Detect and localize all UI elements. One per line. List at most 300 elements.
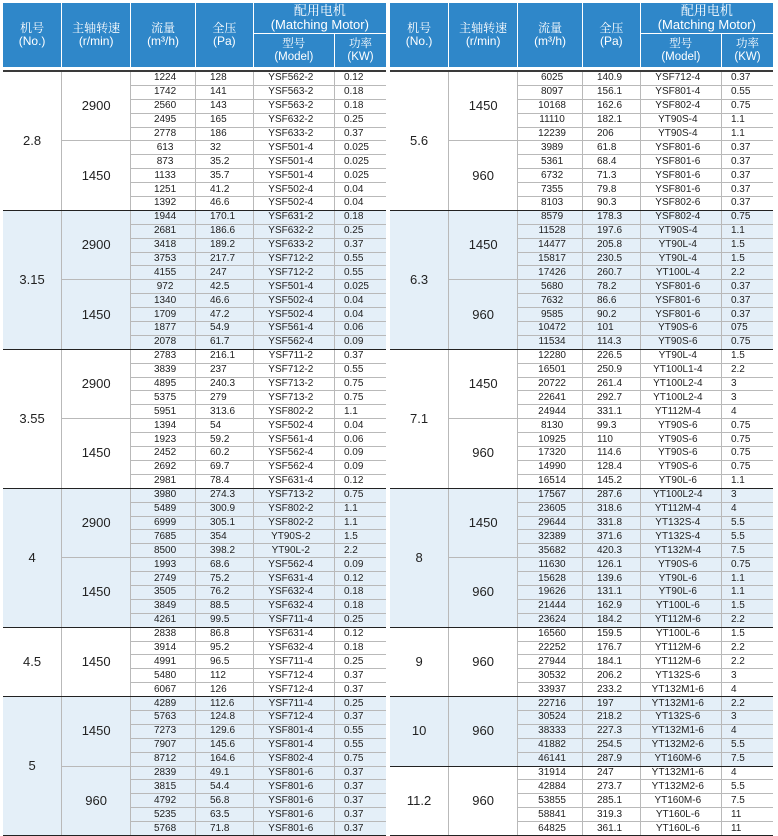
motor-power-cell: 0.09 [334,460,386,474]
motor-model-cell: YT90S-6 [640,447,721,461]
flow-cell: 23605 [518,502,583,516]
col-header-flow: 流量 (m³/h) [518,3,583,67]
flow-cell: 4261 [131,613,196,627]
motor-power-cell: 0.75 [721,558,773,572]
pressure-cell: 162.6 [583,99,641,113]
flow-cell: 3815 [131,780,196,794]
motor-power-cell: 0.75 [334,377,386,391]
motor-model-cell: YSF562-4 [253,558,334,572]
pressure-cell: 287.9 [583,752,641,766]
pressure-cell: 78.4 [196,474,254,488]
flow-cell: 2681 [131,224,196,238]
motor-model-cell: YT90S-6 [640,460,721,474]
fan-number-cell: 6.3 [390,210,449,349]
col-header-pressure: 全压 (Pa) [583,3,641,67]
pressure-cell: 78.2 [583,280,641,294]
motor-model-cell: YT132M1-6 [640,683,721,697]
motor-power-cell: 1.1 [721,585,773,599]
motor-power-cell: 0.12 [334,627,386,641]
pressure-cell: 124.8 [196,710,254,724]
rpm-cell: 2900 [62,488,131,557]
pressure-cell: 162.9 [583,599,641,613]
pressure-cell: 240.3 [196,377,254,391]
motor-model-cell: YSF801-6 [253,794,334,808]
flow-cell: 7273 [131,724,196,738]
motor-model-cell: YSF562-4 [253,335,334,349]
motor-power-cell: 0.04 [334,183,386,197]
motor-power-cell: 4 [721,502,773,516]
pressure-cell: 305.1 [196,516,254,530]
fan-spec-table-left [3,3,386,836]
flow-cell: 972 [131,280,196,294]
flow-cell: 16560 [518,627,583,641]
col-header-motor: 配用电机 (Matching Motor) [253,3,386,34]
rpm-cell: 960 [449,141,518,210]
motor-model-cell: YT90L-6 [640,572,721,586]
motor-power-cell: 1.1 [721,127,773,141]
pressure-cell: 99.3 [583,419,641,433]
flow-cell: 3505 [131,585,196,599]
motor-model-cell: YSF801-4 [640,85,721,99]
motor-power-cell: 0.37 [721,72,773,85]
flow-cell: 15628 [518,572,583,586]
flow-cell: 1251 [131,183,196,197]
motor-power-cell: 0.55 [721,85,773,99]
motor-model-cell: YT112M-4 [640,502,721,516]
flow-cell: 58841 [518,808,583,822]
flow-cell: 22252 [518,641,583,655]
motor-power-cell: 11 [721,822,773,836]
pressure-cell: 313.6 [196,405,254,419]
pressure-cell: 178.3 [583,210,641,224]
motor-model-cell: YSF802-2 [253,516,334,530]
rpm-cell: 960 [62,766,131,835]
flow-cell: 42884 [518,780,583,794]
motor-model-cell: YT132M-4 [640,544,721,558]
motor-model-cell: YSF801-6 [253,766,334,780]
flow-cell: 12239 [518,127,583,141]
motor-power-cell: 0.18 [334,599,386,613]
flow-cell: 5951 [131,405,196,419]
flow-cell: 23624 [518,613,583,627]
motor-power-cell: 0.37 [721,183,773,197]
motor-power-cell: 0.75 [721,99,773,113]
pressure-cell: 140.9 [583,72,641,85]
motor-model-cell: YSF562-4 [253,447,334,461]
motor-power-cell: 0.37 [334,683,386,697]
col-header-flow: 流量 (m³/h) [131,3,196,67]
flow-cell: 22641 [518,391,583,405]
flow-cell: 11534 [518,335,583,349]
pressure-cell: 164.6 [196,752,254,766]
fan-number-cell: 10 [390,697,449,766]
flow-cell: 7685 [131,530,196,544]
pressure-cell: 156.1 [583,85,641,99]
motor-model-cell: YT160L-6 [640,808,721,822]
flow-cell: 3753 [131,252,196,266]
pressure-cell: 69.7 [196,460,254,474]
motor-power-cell: 0.37 [334,710,386,724]
pressure-cell: 131.1 [583,585,641,599]
motor-model-cell: YT90S-2 [253,530,334,544]
flow-cell: 32389 [518,530,583,544]
flow-cell: 7632 [518,294,583,308]
flow-cell: 3839 [131,363,196,377]
motor-power-cell: 0.04 [334,294,386,308]
motor-power-cell: 0.25 [334,697,386,711]
rpm-cell: 960 [449,280,518,349]
fan-number-cell: 3.15 [3,210,62,349]
rpm-cell: 1450 [62,280,131,349]
rpm-cell: 960 [449,558,518,627]
pressure-cell: 54 [196,419,254,433]
flow-cell: 8097 [518,85,583,99]
pressure-cell: 273.7 [583,780,641,794]
fan-number-cell: 5.6 [390,72,449,210]
table-row [390,210,773,224]
flow-cell: 3989 [518,141,583,155]
pressure-cell: 331.8 [583,516,641,530]
pressure-cell: 247 [196,266,254,280]
motor-power-cell: 3 [721,488,773,502]
pressure-cell: 398.2 [196,544,254,558]
table-row [390,349,773,363]
motor-model-cell: YSF713-2 [253,391,334,405]
pressure-cell: 79.8 [583,183,641,197]
motor-model-cell: YSF632-2 [253,224,334,238]
pressure-cell: 46.6 [196,197,254,211]
motor-model-cell: YSF711-4 [253,697,334,711]
table-row [390,627,773,641]
pressure-cell: 114.3 [583,335,641,349]
motor-power-cell: 3 [721,669,773,683]
motor-power-cell: 0.75 [721,210,773,224]
col-header-power: 功率 (KW) [721,34,773,68]
pressure-cell: 165 [196,113,254,127]
flow-cell: 2839 [131,766,196,780]
pressure-cell: 205.8 [583,238,641,252]
fan-number-cell: 7.1 [390,349,449,488]
flow-cell: 6025 [518,72,583,85]
col-header-no: 机号 (No.) [390,3,449,67]
motor-model-cell: YSF712-4 [253,669,334,683]
motor-power-cell: 2.2 [721,655,773,669]
motor-power-cell: 1.1 [721,113,773,127]
pressure-cell: 318.6 [583,502,641,516]
table-body-left [3,72,386,835]
table-row [3,349,386,363]
pressure-cell: 114.6 [583,447,641,461]
pressure-cell: 354 [196,530,254,544]
flow-cell: 21444 [518,599,583,613]
flow-cell: 16514 [518,474,583,488]
motor-model-cell: YSF632-4 [253,599,334,613]
motor-power-cell: 0.37 [721,197,773,211]
motor-power-cell: 2.2 [721,641,773,655]
motor-model-cell: YSF801-6 [253,780,334,794]
table-row [390,766,773,780]
motor-power-cell: 5.5 [721,530,773,544]
motor-model-cell: YSF801-6 [253,822,334,836]
motor-model-cell: YT100L2-4 [640,377,721,391]
motor-power-cell: 3 [721,377,773,391]
motor-power-cell: 0.75 [721,335,773,349]
motor-model-cell: YSF631-2 [253,210,334,224]
motor-power-cell: 0.75 [334,391,386,405]
pressure-cell: 47.2 [196,308,254,322]
motor-model-cell: YSF802-4 [253,752,334,766]
flow-cell: 8712 [131,752,196,766]
motor-power-cell: 1.5 [721,599,773,613]
motor-power-cell: 0.18 [334,641,386,655]
flow-cell: 29644 [518,516,583,530]
motor-model-cell: YSF501-4 [253,169,334,183]
pressure-cell: 126.1 [583,558,641,572]
motor-model-cell: YSF711-4 [253,655,334,669]
motor-power-cell: 0.25 [334,224,386,238]
pressure-cell: 35.7 [196,169,254,183]
flow-cell: 17320 [518,447,583,461]
motor-model-cell: YT90S-4 [640,113,721,127]
motor-power-cell: 0.12 [334,72,386,85]
motor-model-cell: YSF802-4 [640,210,721,224]
motor-power-cell: 5.5 [721,738,773,752]
pressure-cell: 237 [196,363,254,377]
flow-cell: 4792 [131,794,196,808]
motor-power-cell: 0.37 [334,238,386,252]
rpm-cell: 1450 [62,419,131,488]
motor-power-cell: 0.09 [334,558,386,572]
rpm-cell: 1450 [62,627,131,696]
pressure-cell: 139.6 [583,572,641,586]
pressure-cell: 71.8 [196,822,254,836]
motor-power-cell: 0.18 [334,99,386,113]
motor-power-cell: 5.5 [721,780,773,794]
motor-model-cell: YSF501-4 [253,280,334,294]
motor-model-cell: YSF802-4 [640,99,721,113]
motor-power-cell: 0.37 [721,294,773,308]
motor-model-cell: YT132M1-6 [640,697,721,711]
motor-model-cell: YSF801-6 [640,155,721,169]
pressure-cell: 261.4 [583,377,641,391]
motor-model-cell: YT132S-6 [640,710,721,724]
pressure-cell: 99.5 [196,613,254,627]
flow-cell: 11110 [518,113,583,127]
motor-model-cell: YSF502-4 [253,197,334,211]
flow-cell: 873 [131,155,196,169]
pressure-cell: 206.2 [583,669,641,683]
pressure-cell: 32 [196,141,254,155]
flow-cell: 10472 [518,322,583,336]
pressure-cell: 76.2 [196,585,254,599]
motor-model-cell: YT100L1-4 [640,363,721,377]
motor-power-cell: 1.1 [334,516,386,530]
motor-model-cell: YT90L-6 [640,474,721,488]
pressure-cell: 96.5 [196,655,254,669]
pressure-cell: 61.7 [196,335,254,349]
motor-model-cell: YSF712-2 [253,252,334,266]
flow-cell: 613 [131,141,196,155]
flow-cell: 6067 [131,683,196,697]
flow-cell: 2560 [131,99,196,113]
motor-model-cell: YSF712-2 [253,363,334,377]
motor-power-cell: 0.37 [721,308,773,322]
pressure-cell: 59.2 [196,433,254,447]
motor-power-cell: 0.18 [334,585,386,599]
pressure-cell: 184.1 [583,655,641,669]
table-row [3,488,386,502]
motor-model-cell: YSF801-6 [640,169,721,183]
pressure-cell: 101 [583,322,641,336]
pressure-cell: 279 [196,391,254,405]
flow-cell: 6999 [131,516,196,530]
flow-cell: 4895 [131,377,196,391]
motor-model-cell: YT132M1-6 [640,724,721,738]
flow-cell: 4289 [131,697,196,711]
motor-power-cell: 0.75 [721,419,773,433]
motor-model-cell: YSF801-6 [640,308,721,322]
col-header-rpm: 主轴转速 (r/min) [62,3,131,67]
pressure-cell: 247 [583,766,641,780]
motor-power-cell: 7.5 [721,544,773,558]
flow-cell: 35682 [518,544,583,558]
motor-power-cell: 4 [721,766,773,780]
pressure-cell: 145.6 [196,738,254,752]
col-header-model: 型号 (Model) [640,34,721,68]
flow-cell: 14477 [518,238,583,252]
motor-model-cell: YT90L-4 [640,349,721,363]
flow-cell: 1877 [131,322,196,336]
motor-model-cell: YT90S-6 [640,322,721,336]
flow-cell: 3418 [131,238,196,252]
pressure-cell: 159.5 [583,627,641,641]
motor-model-cell: YT90S-6 [640,419,721,433]
flow-cell: 1709 [131,308,196,322]
motor-model-cell: YSF801-6 [640,294,721,308]
motor-model-cell: YSF801-4 [253,724,334,738]
pressure-cell: 371.6 [583,530,641,544]
flow-cell: 11528 [518,224,583,238]
motor-power-cell: 1.1 [721,572,773,586]
flow-cell: 17426 [518,266,583,280]
table-row [390,697,773,711]
fan-number-cell: 4.5 [3,627,62,696]
motor-model-cell: YSF802-2 [253,405,334,419]
flow-cell: 2078 [131,335,196,349]
motor-model-cell: YSF561-4 [253,433,334,447]
flow-cell: 16501 [518,363,583,377]
flow-cell: 5235 [131,808,196,822]
col-header-no: 机号 (No.) [3,3,62,67]
motor-model-cell: YSF563-2 [253,99,334,113]
motor-power-cell: 4 [721,724,773,738]
flow-cell: 24944 [518,405,583,419]
flow-cell: 1742 [131,85,196,99]
pressure-cell: 128 [196,72,254,85]
pressure-cell: 184.2 [583,613,641,627]
pressure-cell: 141 [196,85,254,99]
flow-cell: 2778 [131,127,196,141]
pressure-cell: 420.3 [583,544,641,558]
motor-power-cell: 0.75 [721,447,773,461]
flow-cell: 15817 [518,252,583,266]
flow-cell: 53855 [518,794,583,808]
flow-cell: 22716 [518,697,583,711]
motor-power-cell: 0.37 [721,280,773,294]
flow-cell: 41882 [518,738,583,752]
motor-model-cell: YT112M-6 [640,613,721,627]
motor-model-cell: YSF632-4 [253,641,334,655]
motor-model-cell: YSF633-2 [253,127,334,141]
motor-power-cell: 0.75 [721,433,773,447]
pressure-cell: 287.6 [583,488,641,502]
motor-model-cell: YSF501-4 [253,141,334,155]
motor-power-cell: 1.5 [721,349,773,363]
motor-model-cell: YT90L-4 [640,252,721,266]
motor-model-cell: YSF712-4 [640,72,721,85]
motor-power-cell: 0.55 [334,724,386,738]
motor-power-cell: 0.37 [334,127,386,141]
rpm-cell: 2900 [62,349,131,418]
motor-power-cell: 0.12 [334,474,386,488]
col-header-motor: 配用电机 (Matching Motor) [640,3,773,34]
flow-cell: 6732 [518,169,583,183]
pressure-cell: 182.1 [583,113,641,127]
pressure-cell: 88.5 [196,599,254,613]
pressure-cell: 90.2 [583,308,641,322]
flow-cell: 8579 [518,210,583,224]
motor-model-cell: YT132S-6 [640,669,721,683]
flow-cell: 7355 [518,183,583,197]
pressure-cell: 217.7 [196,252,254,266]
pressure-cell: 112.6 [196,697,254,711]
table-row [3,72,386,85]
flow-cell: 8130 [518,419,583,433]
table-row [3,627,386,641]
motor-power-cell: 1.1 [721,224,773,238]
flow-cell: 10168 [518,99,583,113]
table-row [3,210,386,224]
motor-power-cell: 0.55 [334,738,386,752]
flow-cell: 3980 [131,488,196,502]
motor-model-cell: YSF712-2 [253,266,334,280]
flow-cell: 8500 [131,544,196,558]
pressure-cell: 41.2 [196,183,254,197]
motor-model-cell: YT90S-6 [640,433,721,447]
col-header-model: 型号 (Model) [253,34,334,68]
flow-cell: 4155 [131,266,196,280]
flow-cell: 5375 [131,391,196,405]
pressure-cell: 230.5 [583,252,641,266]
motor-power-cell: 1.5 [721,238,773,252]
motor-model-cell: YSF713-2 [253,488,334,502]
motor-model-cell: YSF802-2 [253,502,334,516]
flow-cell: 64825 [518,822,583,836]
flow-cell: 19626 [518,585,583,599]
rpm-cell: 1450 [449,488,518,557]
pressure-cell: 49.1 [196,766,254,780]
motor-model-cell: YSF631-4 [253,627,334,641]
motor-power-cell: 3 [721,391,773,405]
rpm-cell: 1450 [449,349,518,418]
table-row [390,488,773,502]
flow-cell: 38333 [518,724,583,738]
rpm-cell: 2900 [62,210,131,279]
pressure-cell: 216.1 [196,349,254,363]
motor-model-cell: YSF502-4 [253,183,334,197]
rpm-cell: 1450 [449,210,518,279]
pressure-cell: 189.2 [196,238,254,252]
